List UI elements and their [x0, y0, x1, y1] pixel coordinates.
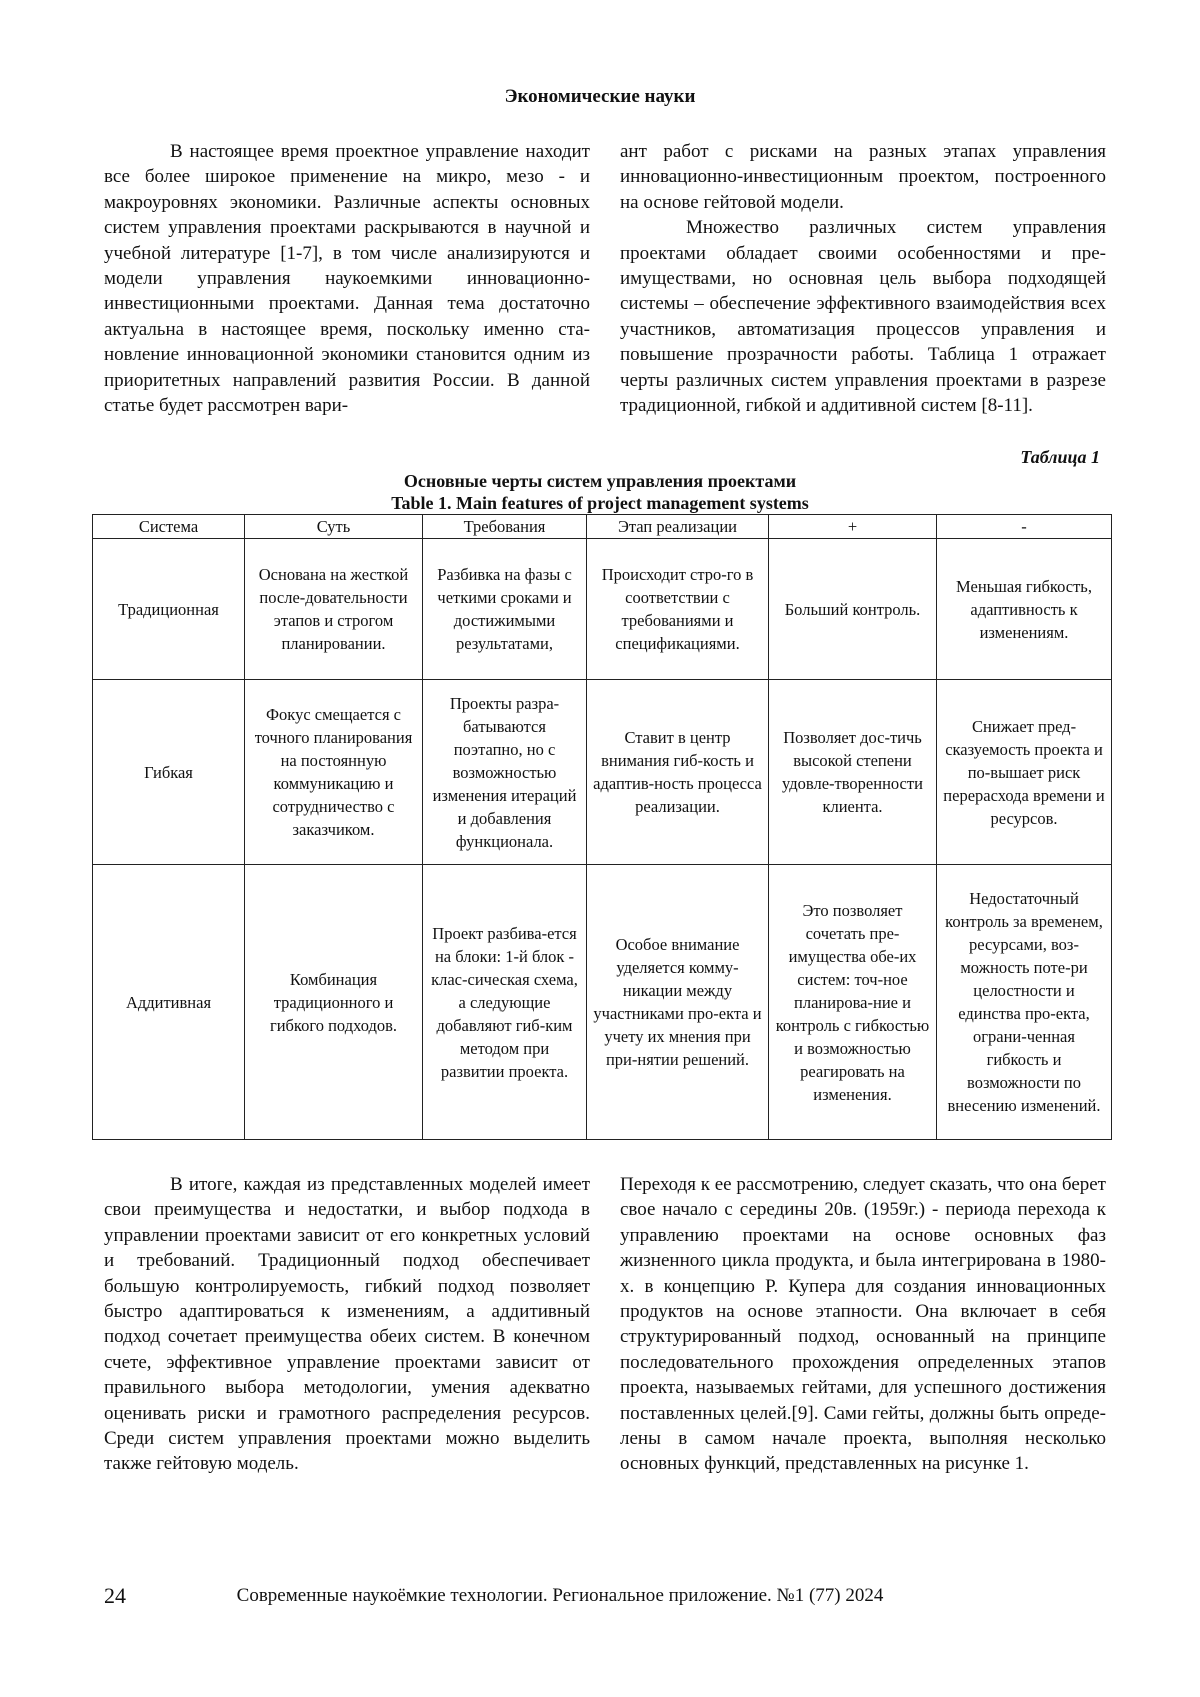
header-cons: - — [937, 515, 1112, 539]
cell-cons: Снижает пред-сказуемость проекта и по-вышает риск перерасхода времени и ресурсов. — [937, 680, 1112, 865]
cell-essence: Фокус смещается с точного планирования на постоянную коммуникацию и сотрудничество с заказчиком. — [245, 680, 423, 865]
intro-right-column — [620, 139, 1106, 418]
cell-stage: Особое внимание уделяется комму-никации между участниками про-екта и учету их мнения при при-нятии решений. — [587, 865, 769, 1140]
table-caption-en: Table 1. Main features of project management systems — [391, 493, 809, 513]
intro-left-column — [104, 139, 590, 418]
table-label: Таблица 1 — [1020, 447, 1100, 467]
cell-essence: Комбинация традиционного и гибкого подходов. — [245, 865, 423, 1140]
header-pros: + — [769, 515, 937, 539]
header-requirements: Требования — [423, 515, 587, 539]
table-header-row — [93, 515, 1112, 539]
cell-stage: Ставит в центр внимания гиб-кость и адаптив-ность процесса реализации. — [587, 680, 769, 865]
intro-paragraph-1-continued: ант работ с рисками на разных этапах управления инновационно-инвестиционным проектом, построенного на основе гейтовой модели. — [620, 141, 1106, 213]
table-caption-ru: Основные черты систем управления проектами — [403, 471, 797, 491]
section-header: Экономические науки — [504, 86, 696, 107]
cell-pros: Это позволяет сочетать пре-имущества обе-их систем: точ-ное планирова-ние и контроль с гибкостью и возможностью реагировать на изменения. — [769, 865, 937, 1140]
cell-system: Гибкая — [93, 680, 245, 865]
header-stage: Этап реализации — [587, 515, 769, 539]
cell-requirements: Проекты разра-батываются поэтапно, но с возможностью изменения итераций и добавления функционала. — [423, 680, 587, 865]
conclusion-paragraph: В итоге, каждая из представленных моделей имеет свои преимущества и недостатки, и выбор подхода в управлении проектами зависит от его конкретных условий и требований. Традиционный подход обеспечивает большую контролируемость, гибкий подход позволяет быстро адаптироваться к изменениям, а аддитивный подход сочетает преимущества обеих систем. В конечном счете, эффективное управление проектами зависит от правильного выбора методологии, умения адекватно оценивать риски и грамотного распределения ресурсов. Среди систем управления проектами можно выделить также гейтовую модель. — [104, 1174, 590, 1475]
features-table — [92, 514, 1112, 1140]
intro-paragraph-1: В настоящее время проектное управление находит все более широкое применение на микро, мезо - и макроуровнях экономики. Различные аспекты основных систем управления проектами раскрываются в научной и учебной литературе [1-7], в том числе анализируются и модели управления наукоемкими инновационно-инвестиционными проектами. Данная тема достаточно актуальна в настоящее время, поскольку именно становление инновационной экономики становится одним из приоритетных направлений развития России. В данной статье будет рассмотрен вари- — [104, 141, 590, 417]
cell-essence: Основана на жесткой после-довательности этапов и строгом планировании. — [245, 539, 423, 680]
table-row — [93, 539, 1112, 680]
cell-cons: Недостаточный контроль за временем, ресурсами, воз-можность поте-ри целостности и единства про-екта, ограни-ченная гибкость и возможности по внесению изменений. — [937, 865, 1112, 1140]
conclusion-left-column — [104, 1172, 590, 1477]
cell-requirements: Проект разбива-ется на блоки: 1-й блок - клас-сическая схема, а следующие добавляют гиб-ким методом при развитии проекта. — [423, 865, 587, 1140]
table-row — [93, 865, 1112, 1140]
conclusion-right-column — [620, 1172, 1106, 1477]
cell-pros: Позволяет дос-тичь высокой степени удовле-творенности клиента. — [769, 680, 937, 865]
table-row — [93, 680, 1112, 865]
cell-stage: Происходит стро-го в соответствии с требованиями и спецификациями. — [587, 539, 769, 680]
cell-system: Традиционная — [93, 539, 245, 680]
page-number: 24 — [104, 1583, 126, 1608]
intro-paragraph-2: Множество различных систем управления проектами обладает своими особенностями и преимуществами, но основная цель выбора подходящей системы – обеспечение эффективного взаимодействия всех участников, автоматизация процессов управления и повышение прозрачности работы. Таблица 1 отражает черты различных систем управления проектами в разрезе традиционной, гибкой и аддитивной систем [8-11]. — [620, 217, 1106, 417]
journal-title: Современные наукоёмкие технологии. Региональное приложение. №1 (77) 2024 — [236, 1585, 884, 1606]
gate-model-paragraph: Переходя к ее рассмотрению, следует сказать, что она берет свое начало с середины 20в. (1959г.) - периода перехода к управлению проектами на основе основных фаз жизненного цикла продукта, и была интегрирована в 1980-х. в концепцию Р. Купера для создания инновационных продуктов на основе этапности. Она включает в себя структурированный подход, основанный на принципе последовательного прохождения определенных этапов проекта, называемых гейтами, для успешного достижения поставленных целей.[9]. Сами гейты, должны быть определены в самом начале проекта, выполняя несколько основных функций, представленных на рисунке 1. — [620, 1174, 1106, 1475]
header-essence: Суть — [245, 515, 423, 539]
cell-requirements: Разбивка на фазы с четкими сроками и достижимыми результатами, — [423, 539, 587, 680]
header-system: Система — [93, 515, 245, 539]
cell-system: Аддитивная — [93, 865, 245, 1140]
cell-cons: Меньшая гибкость, адаптивность к изменениям. — [937, 539, 1112, 680]
cell-pros: Больший контроль. — [769, 539, 937, 680]
